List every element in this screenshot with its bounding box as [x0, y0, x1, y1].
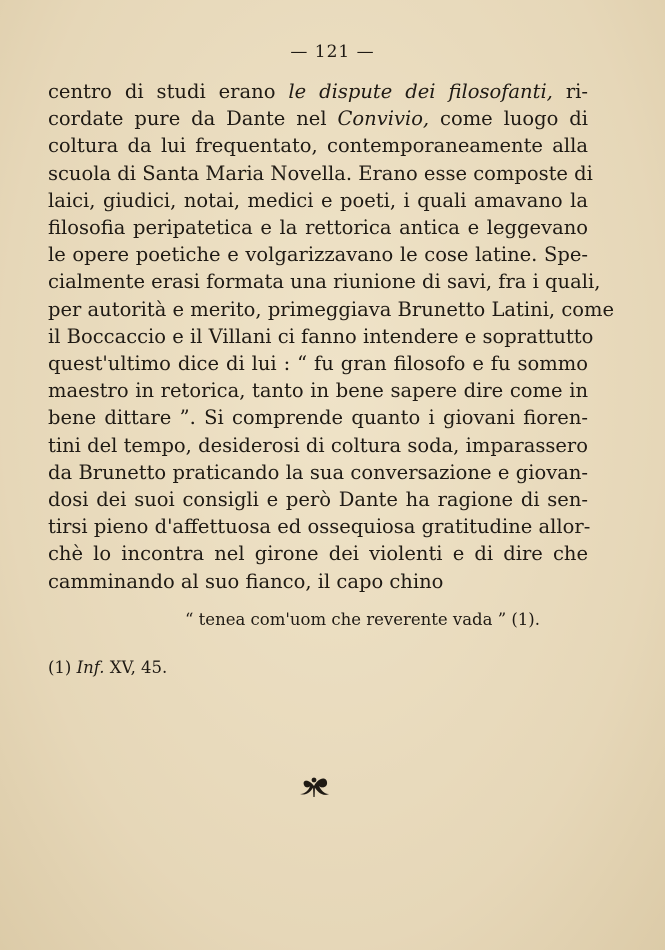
body-paragraph [48, 78, 615, 595]
text-line [48, 404, 588, 431]
footnote-marker: (1) [48, 658, 77, 677]
text-segment: scuola di Santa Maria Novella. Erano esse composte di [48, 161, 593, 185]
text-segment: coltura da lui frequentato, contemporaneamente alla [48, 134, 588, 158]
footnote-reference-rest: XV, 45. [104, 658, 168, 677]
text-line [48, 540, 588, 567]
text-segment: Convivio, [337, 107, 430, 131]
text-segment: dosi dei suoi consigli e però Dante ha ragione di sen- [48, 488, 588, 512]
text-segment: cialmente erasi formata una riunione di savi, fra i quali, [48, 270, 601, 294]
text-line [48, 160, 593, 187]
text-line [48, 377, 588, 404]
text-segment: come luogo di [429, 107, 588, 131]
text-line [48, 187, 588, 214]
text-segment: tini del tempo, desiderosi di coltura soda, imparassero [48, 433, 588, 457]
text-segment: bene dittare ”. Si comprende quanto i giovani fioren- [48, 406, 588, 430]
text-segment: camminando al suo fianco, il capo chino [48, 569, 444, 593]
text-line [48, 459, 588, 486]
text-segment: centro di studi erano [48, 80, 289, 103]
text-segment: quest'ultimo dice di lui : “ fu gran filosofo e fu sommo [48, 352, 588, 376]
text-line [48, 296, 615, 323]
text-segment: le dispute dei filosofanti, [288, 80, 553, 103]
text-segment: chè lo incontra nel girone dei violenti e di dire che [48, 542, 588, 566]
text-segment: da Brunetto praticando la sua conversazione e giovan- [48, 460, 588, 484]
text-line [48, 350, 588, 377]
text-segment: filosofia peripatetica e la rettorica antica e leggevano [48, 216, 588, 240]
text-segment: maestro in retorica, tanto in bene sapere dire come in [48, 379, 588, 403]
text-line [48, 214, 588, 241]
fleuron-ornament-icon [296, 772, 332, 800]
text-segment: cordate pure da Dante nel [48, 107, 338, 131]
footnote-reference-italic: Inf. [76, 658, 105, 677]
text-line [48, 513, 591, 540]
text-line [48, 105, 588, 132]
footnote [48, 658, 167, 677]
text-line [48, 132, 588, 159]
text-segment: tirsi pieno d'affettuosa ed ossequiosa gratitudine allor- [48, 515, 591, 539]
verse-quote: “ tenea com'uom che reverente vada ” (1). [185, 610, 540, 629]
text-segment: le opere poetiche e volgarizzavano le cose latine. Spe- [48, 243, 588, 267]
text-line [48, 241, 588, 268]
text-line [48, 78, 588, 105]
text-line [48, 568, 588, 595]
text-segment: ri- [552, 80, 588, 103]
text-line [48, 323, 594, 350]
page-number: — 121 — [290, 42, 375, 62]
text-line [48, 268, 601, 295]
text-segment: per autorità e merito, primeggiava Brunetto Latini, come [48, 297, 615, 321]
text-segment: il Boccaccio e il Villani ci fanno intendere e soprattutto [48, 324, 594, 348]
text-line [48, 432, 588, 459]
text-line [48, 486, 588, 513]
text-segment: laici, giudici, notai, medici e poeti, i quali amavano la [48, 188, 588, 212]
